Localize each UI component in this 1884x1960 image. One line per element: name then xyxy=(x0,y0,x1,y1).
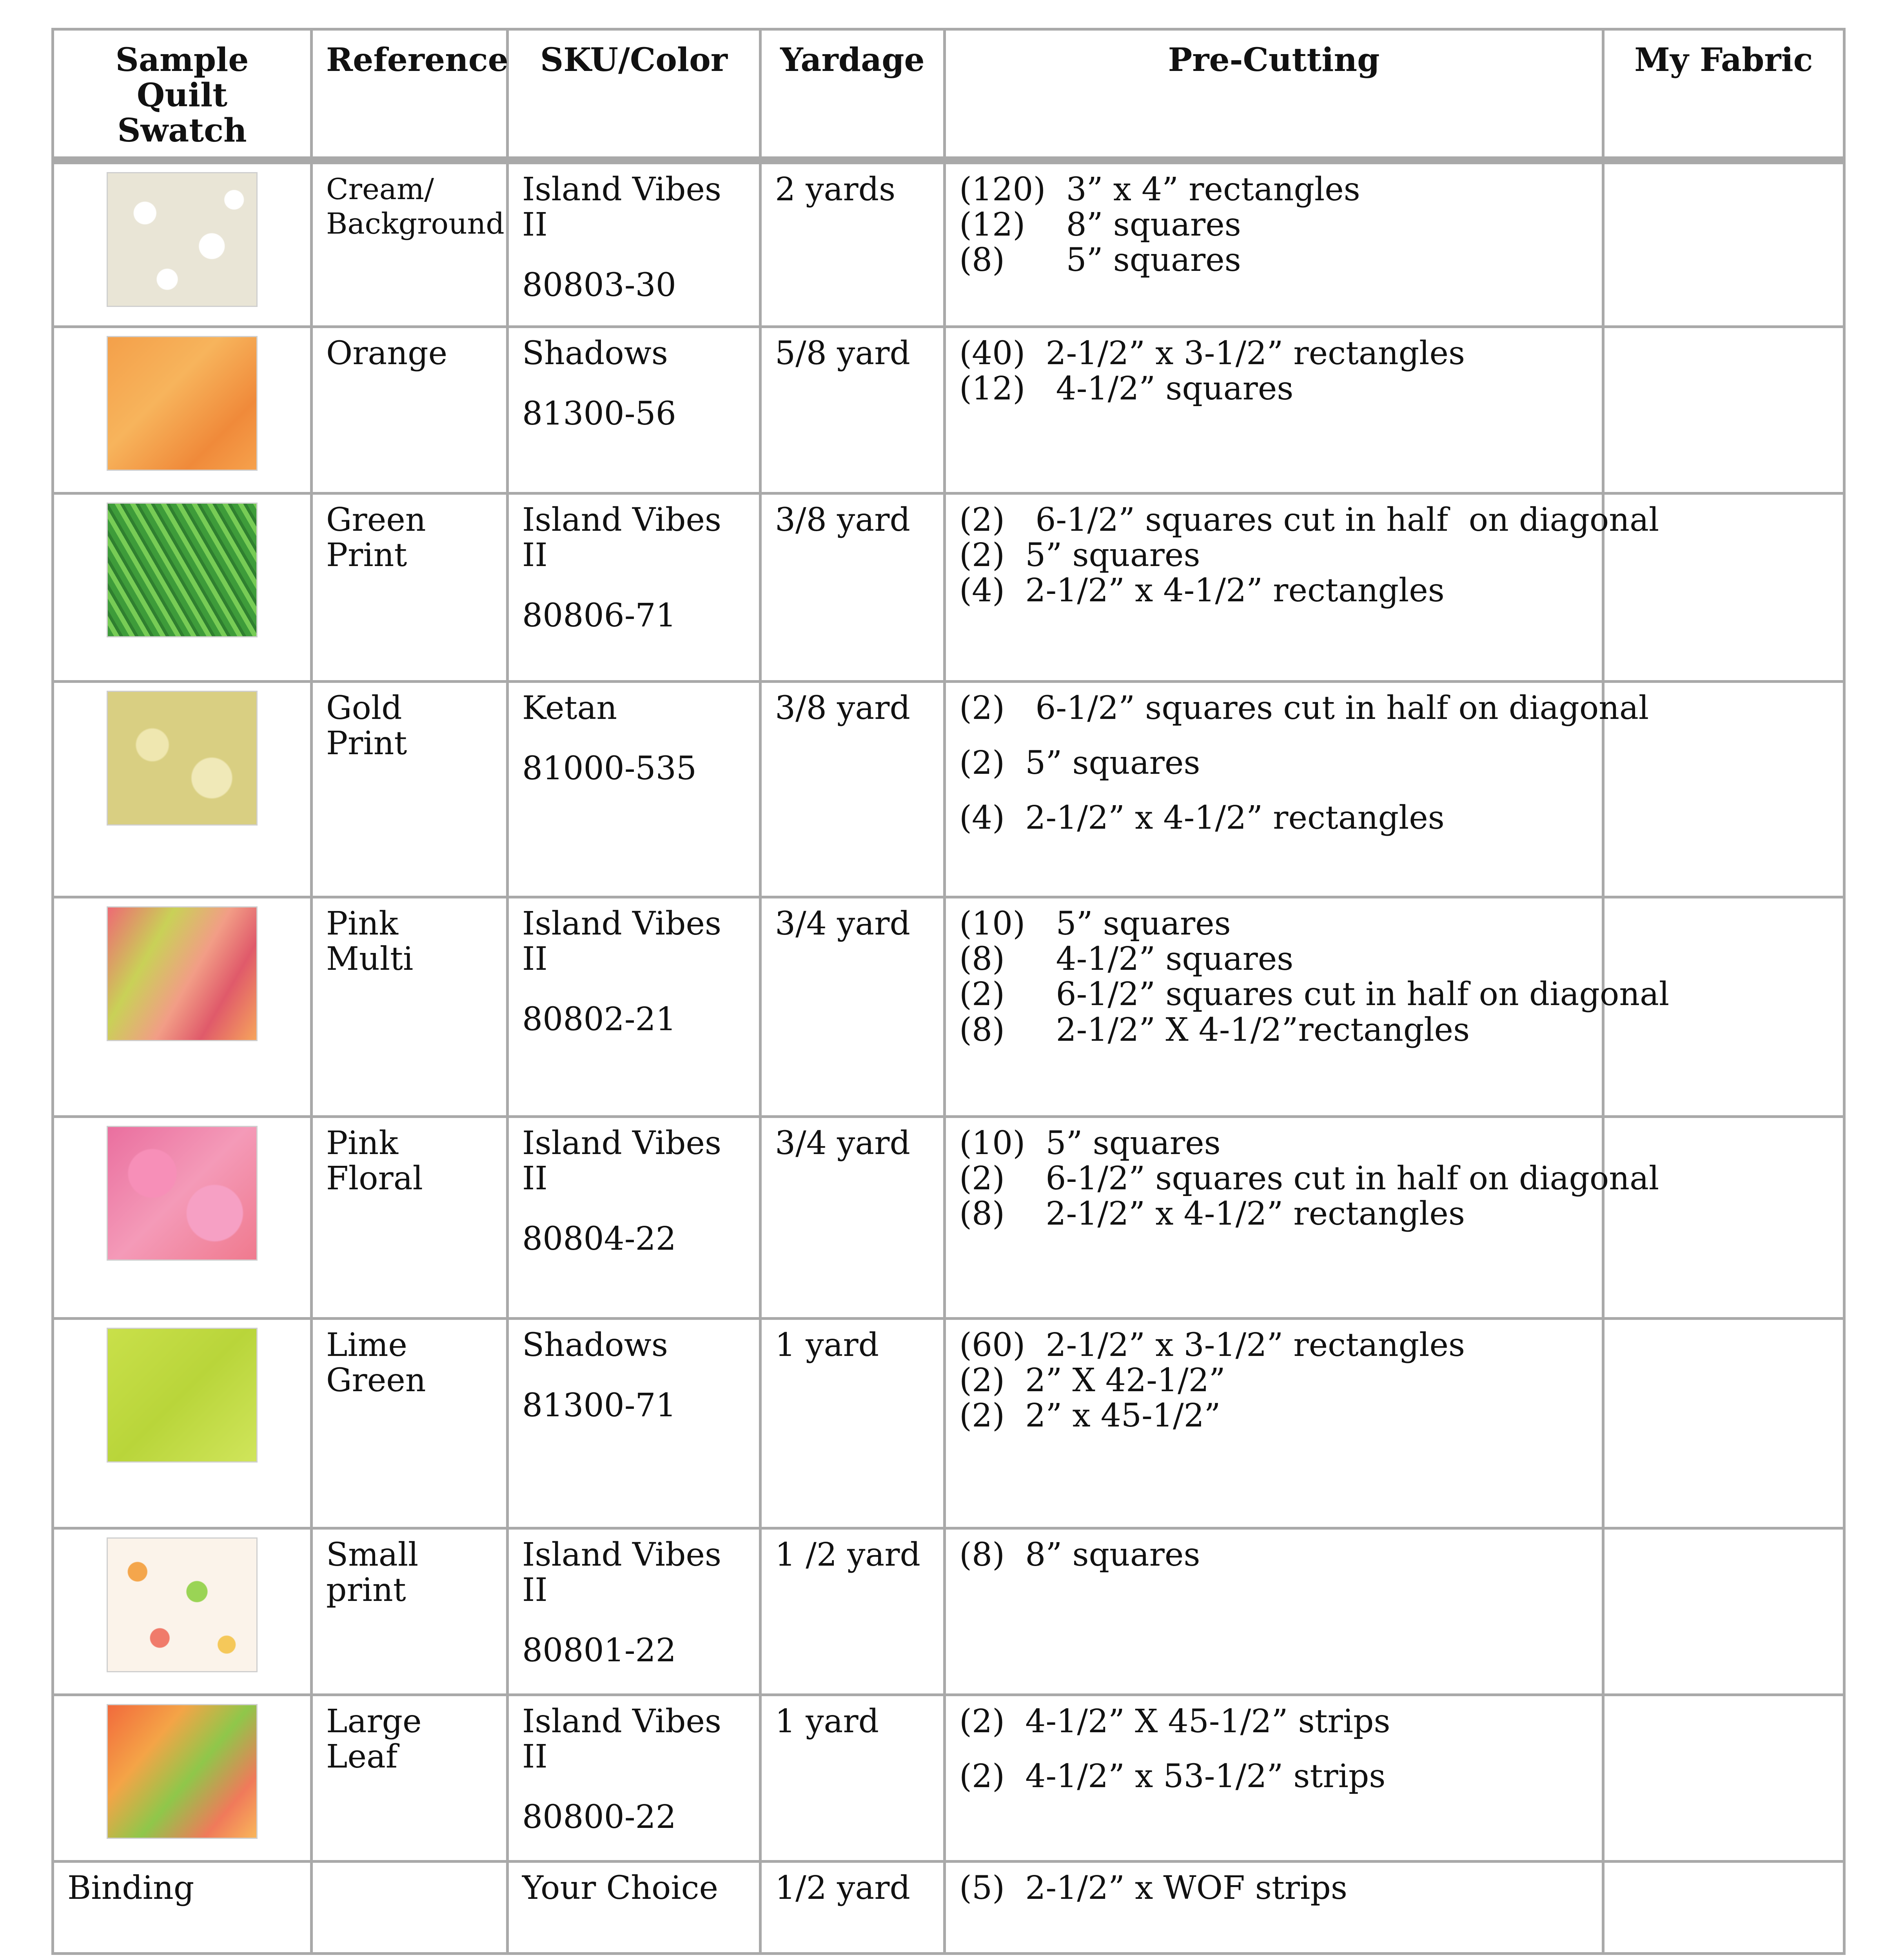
sku-cell: Island Vibes II 80804-22 xyxy=(508,1117,760,1319)
small-print-fabric-swatch xyxy=(107,1537,258,1672)
swatch-cell xyxy=(53,1528,312,1695)
header-reference: Reference xyxy=(312,29,508,160)
orange-fabric-swatch xyxy=(107,336,258,471)
reference-cell: Pink Multi xyxy=(312,897,508,1117)
table-row xyxy=(53,1117,1844,1319)
sku-cell: Shadows 81300-56 xyxy=(508,327,760,494)
sku-cell: Ketan 81000-535 xyxy=(508,682,760,897)
sku-cell: Island Vibes II 80803-30 xyxy=(508,160,760,327)
yardage-cell: 2 yards xyxy=(760,160,945,327)
header-yardage: Yardage xyxy=(760,29,945,160)
lime-green-fabric-swatch xyxy=(107,1328,258,1463)
my-fabric-cell[interactable] xyxy=(1603,327,1844,494)
pre-cutting-cell: (5) 2-1/2” x WOF strips xyxy=(945,1862,1603,1954)
swatch-cell xyxy=(53,494,312,682)
binding-label: Binding xyxy=(53,1862,312,1954)
reference-cell: Pink Floral xyxy=(312,1117,508,1319)
swatch-cell xyxy=(53,327,312,494)
pink-floral-fabric-swatch xyxy=(107,1126,258,1261)
reference-cell: Lime Green xyxy=(312,1319,508,1528)
my-fabric-cell[interactable] xyxy=(1603,160,1844,327)
yardage-cell: 1 /2 yard xyxy=(760,1528,945,1695)
table-row xyxy=(53,682,1844,897)
sku-cell: Island Vibes II 80806-71 xyxy=(508,494,760,682)
table-row xyxy=(53,327,1844,494)
sku-cell: Shadows 81300-71 xyxy=(508,1319,760,1528)
cream-fabric-swatch xyxy=(107,172,258,307)
pre-cutting-cell: (60) 2-1/2” x 3-1/2” rectangles (2) 2” X 42-1/2” (2) 2” x 45-1/2” xyxy=(945,1319,1603,1528)
table-row xyxy=(53,897,1844,1117)
reference-cell: Small print xyxy=(312,1528,508,1695)
pre-cutting-cell: (8) 8” squares xyxy=(945,1528,1603,1695)
swatch-cell xyxy=(53,682,312,897)
gold-print-fabric-swatch xyxy=(107,691,258,826)
table-row xyxy=(53,1319,1844,1528)
pink-multi-fabric-swatch xyxy=(107,906,258,1041)
table-row xyxy=(53,160,1844,327)
my-fabric-cell[interactable] xyxy=(1603,1862,1844,1954)
my-fabric-cell[interactable] xyxy=(1603,1319,1844,1528)
yardage-cell: 1/2 yard xyxy=(760,1862,945,1954)
fabric-requirements-table xyxy=(51,28,1846,1955)
reference-cell xyxy=(312,1862,508,1954)
my-fabric-cell[interactable] xyxy=(1603,1528,1844,1695)
yardage-cell: 3/8 yard xyxy=(760,682,945,897)
reference-cell: Orange xyxy=(312,327,508,494)
yardage-cell: 3/4 yard xyxy=(760,1117,945,1319)
table-row xyxy=(53,1695,1844,1862)
yardage-cell: 3/8 yard xyxy=(760,494,945,682)
my-fabric-cell[interactable] xyxy=(1603,1695,1844,1862)
sku-cell: Island Vibes II 80800-22 xyxy=(508,1695,760,1862)
swatch-cell xyxy=(53,1319,312,1528)
my-fabric-cell[interactable] xyxy=(1603,1117,1844,1319)
yardage-cell: 1 yard xyxy=(760,1695,945,1862)
swatch-cell xyxy=(53,1695,312,1862)
reference-cell: Green Print xyxy=(312,494,508,682)
sku-cell: Island Vibes II 80802-21 xyxy=(508,897,760,1117)
sku-cell: Island Vibes II 80801-22 xyxy=(508,1528,760,1695)
header-pre-cutting: Pre-Cutting xyxy=(945,29,1603,160)
sku-cell: Your Choice xyxy=(508,1862,760,1954)
pre-cutting-cell: (2) 6-1/2” squares cut in half on diagonal (2) 5” squares (4) 2-1/2” x 4-1/2” rectangles xyxy=(945,494,1603,682)
swatch-cell xyxy=(53,897,312,1117)
header-sku-color: SKU/Color xyxy=(508,29,760,160)
swatch-cell xyxy=(53,160,312,327)
binding-row xyxy=(53,1862,1844,1954)
yardage-cell: 5/8 yard xyxy=(760,327,945,494)
large-leaf-fabric-swatch xyxy=(107,1704,258,1839)
reference-cell: Large Leaf xyxy=(312,1695,508,1862)
swatch-cell xyxy=(53,1117,312,1319)
pre-cutting-cell: (10) 5” squares (8) 4-1/2” squares (2) 6-1/2” squares cut in half on diagonal (8) 2-1/2” X 4-1/2”rectangles xyxy=(945,897,1603,1117)
table-row xyxy=(53,494,1844,682)
table-row xyxy=(53,1528,1844,1695)
pre-cutting-cell: (2) 4-1/2” X 45-1/2” strips (2) 4-1/2” x 53-1/2” strips xyxy=(945,1695,1603,1862)
header-swatch: Sample Quilt Swatch xyxy=(53,29,312,160)
pre-cutting-cell: (2) 6-1/2” squares cut in half on diagonal (2) 5” squares (4) 2-1/2” x 4-1/2” rectangles xyxy=(945,682,1603,897)
yardage-cell: 1 yard xyxy=(760,1319,945,1528)
pre-cutting-cell: (10) 5” squares (2) 6-1/2” squares cut in half on diagonal (8) 2-1/2” x 4-1/2” rectangles xyxy=(945,1117,1603,1319)
reference-cell: Cream/ Background xyxy=(312,160,508,327)
green-print-fabric-swatch xyxy=(107,503,258,637)
pre-cutting-cell: (120) 3” x 4” rectangles (12) 8” squares (8) 5” squares xyxy=(945,160,1603,327)
pre-cutting-cell: (40) 2-1/2” x 3-1/2” rectangles (12) 4-1/2” squares xyxy=(945,327,1603,494)
reference-cell: Gold Print xyxy=(312,682,508,897)
header-row xyxy=(53,29,1844,160)
header-my-fabric: My Fabric xyxy=(1603,29,1844,160)
yardage-cell: 3/4 yard xyxy=(760,897,945,1117)
